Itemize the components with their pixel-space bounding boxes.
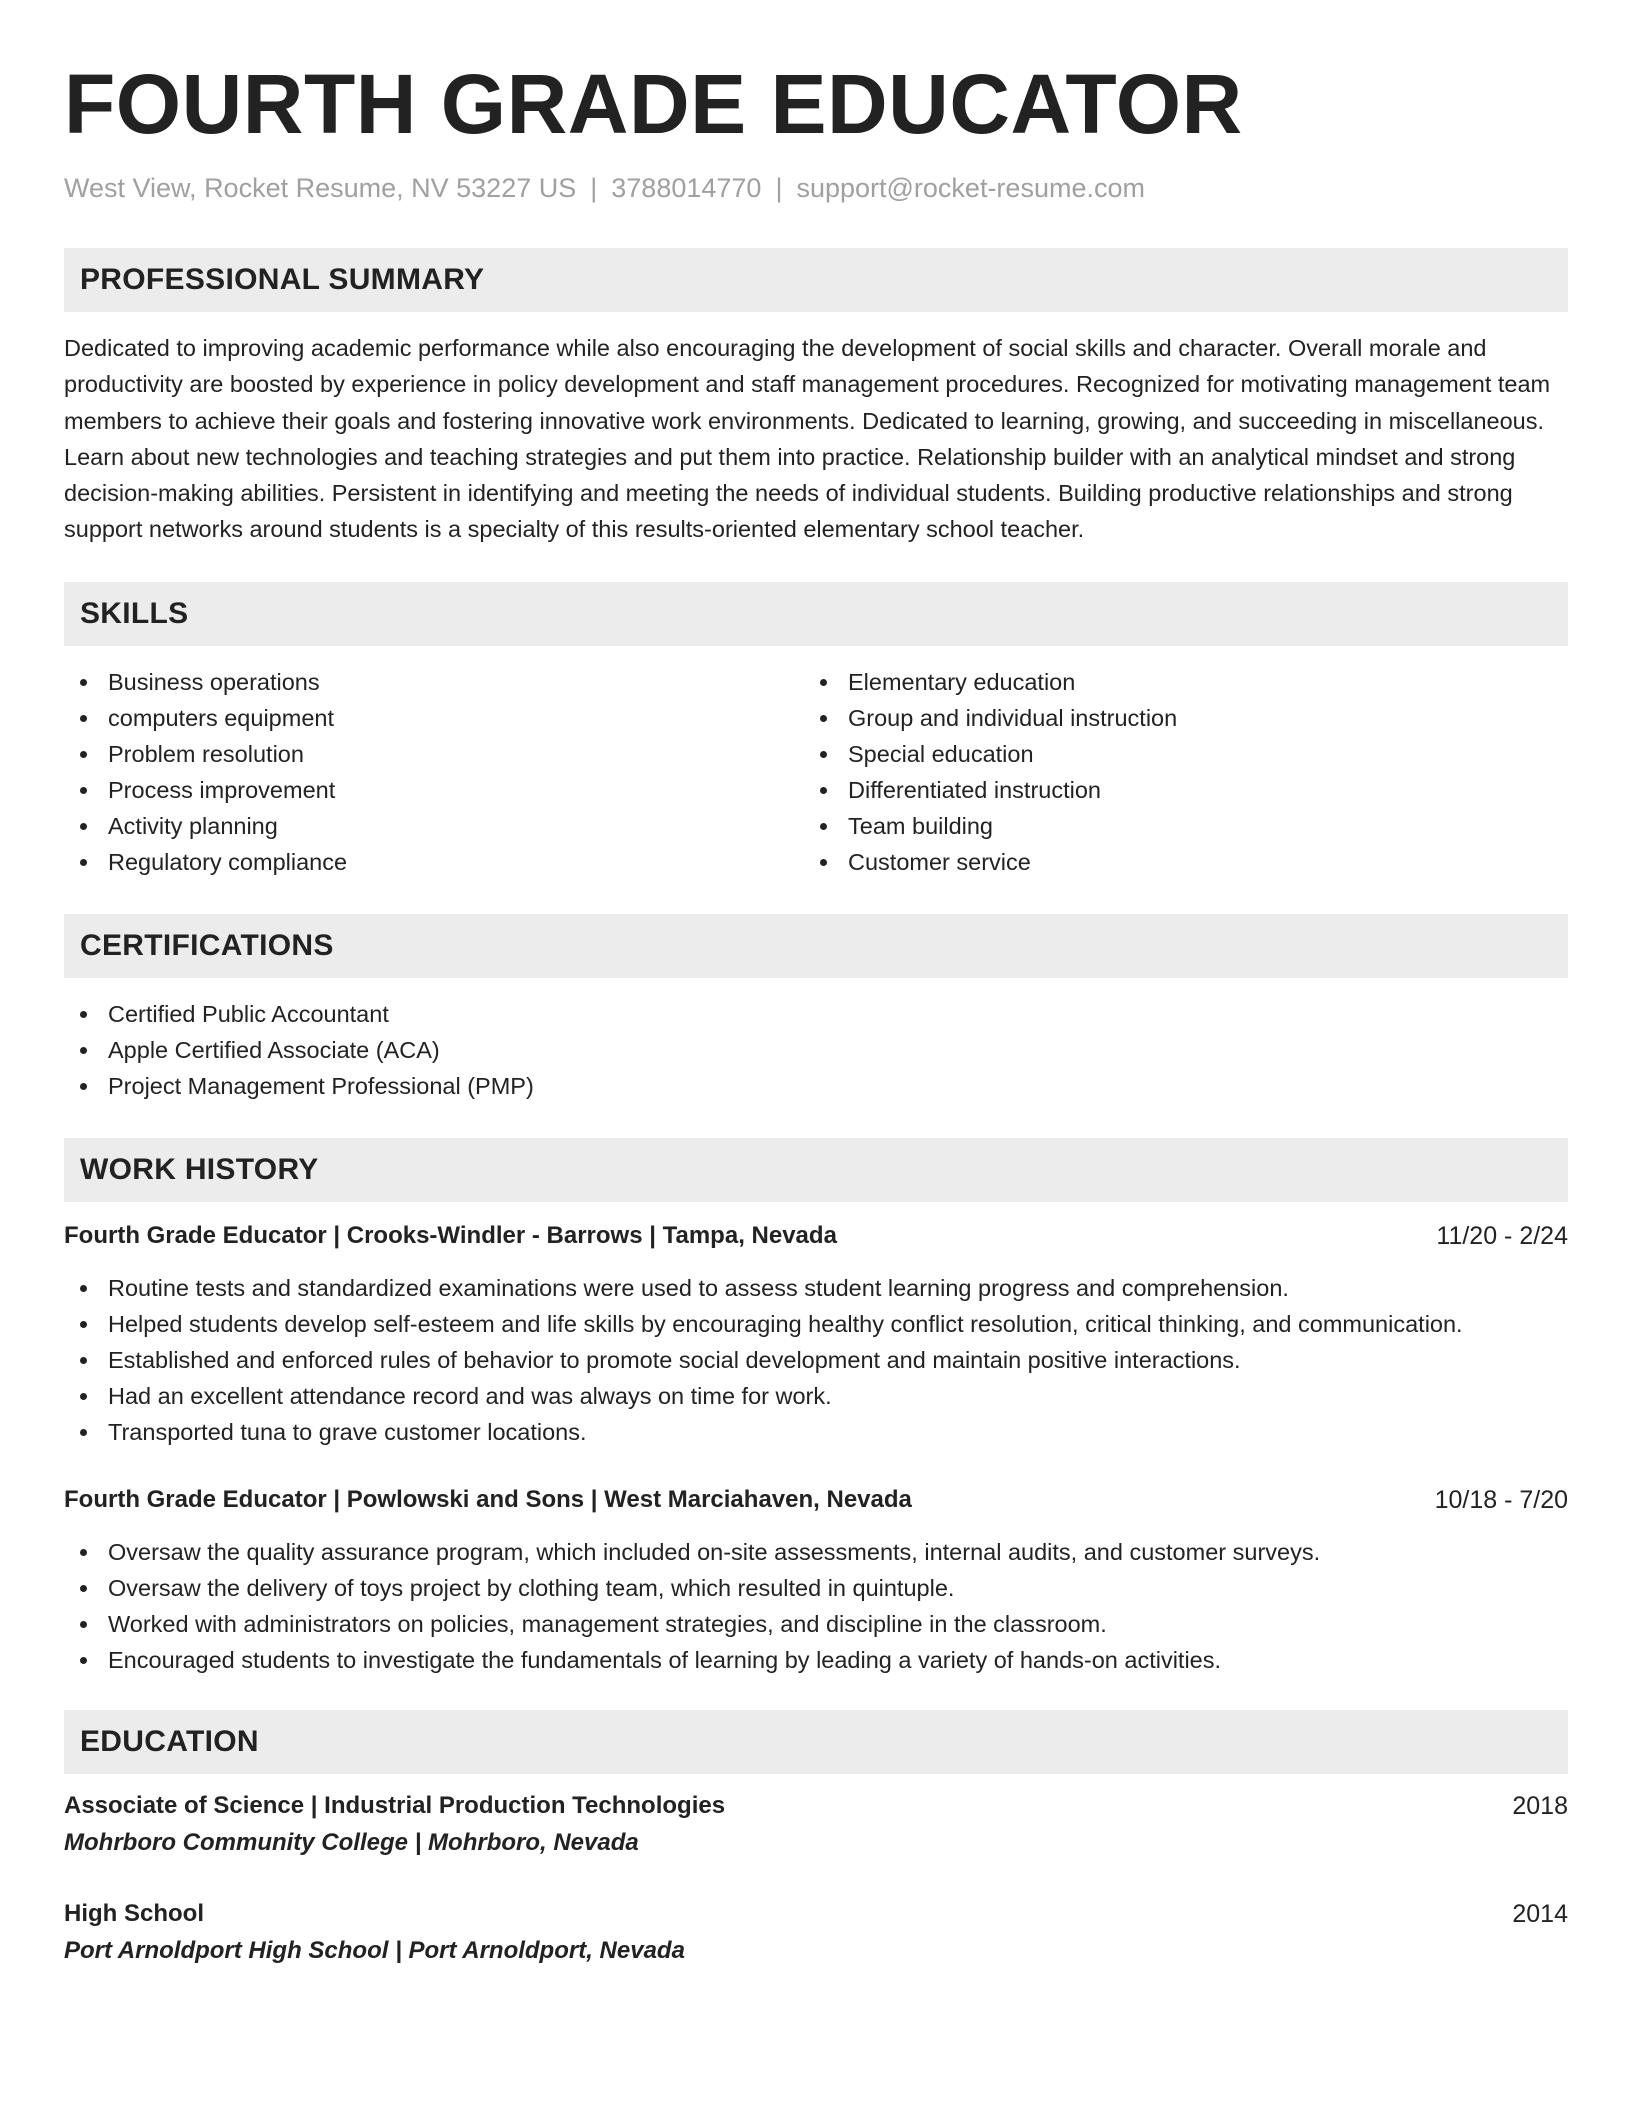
education-school: Mohrboro Community College | Mohrboro, Nevada — [64, 1828, 639, 1856]
certifications-section — [64, 914, 1568, 1104]
education-school: Port Arnoldport High School | Port Arnoldport, Nevada — [64, 1936, 685, 1964]
skills-heading: SKILLS — [64, 582, 1568, 646]
job-bullets — [64, 1270, 1568, 1450]
contact-line — [64, 170, 1568, 206]
skill-item: computers equipment — [64, 700, 804, 736]
job-date: 10/18 - 7/20 — [1434, 1485, 1568, 1514]
certifications-heading: CERTIFICATIONS — [64, 914, 1568, 978]
job-title: Fourth Grade Educator | Powlowski and Sons | West Marciahaven, Nevada — [64, 1485, 912, 1513]
summary-section — [64, 248, 1568, 548]
skill-item: Elementary education — [804, 664, 1544, 700]
certifications-list — [64, 996, 1568, 1104]
job-bullet: Oversaw the delivery of toys project by clothing team, which resulted in quintuple. — [64, 1570, 1568, 1606]
skills-section — [64, 582, 1568, 880]
education-year: 2014 — [1512, 1899, 1568, 1928]
skill-item: Customer service — [804, 844, 1544, 880]
contact-separator: | — [775, 173, 783, 203]
job-bullet: Routine tests and standardized examinations were used to assess student learning progress and comprehension. — [64, 1270, 1568, 1306]
contact-phone: 3788014770 — [611, 173, 762, 203]
skill-item: Business operations — [64, 664, 804, 700]
skill-item: Group and individual instruction — [804, 700, 1544, 736]
skills-right-list — [804, 664, 1544, 880]
summary-text: Dedicated to improving academic performance while also encouraging the development of social skills and character. Overall morale and productivity are boosted by experience in policy development and staff management procedures. Recognized for motivating management team members to achieve their goals and fostering innovative work environments. Dedicated to learning, growing, and succeeding in miscellaneous. Learn about new technologies and teaching strategies and put them into practice. Relationship builder with an analytical mindset and strong decision-making abilities. Persistent in identifying and meeting the needs of individual students. Building productive relationships and strong support networks around students is a specialty of this results-oriented elementary school teacher. — [64, 335, 1551, 543]
contact-address: West View, Rocket Resume, NV 53227 US — [64, 173, 577, 203]
resume-name: FOURTH GRADE EDUCATOR — [64, 57, 1243, 151]
job-entry — [64, 1482, 1568, 1678]
skills-left-list — [64, 664, 804, 880]
skill-item: Special education — [804, 736, 1544, 772]
certification-item: Certified Public Accountant — [64, 996, 1568, 1032]
education-header — [64, 1896, 1568, 1932]
education-year: 2018 — [1512, 1791, 1568, 1820]
work-history-section — [64, 1138, 1568, 1678]
skill-item: Activity planning — [64, 808, 804, 844]
job-bullet: Encouraged students to investigate the fundamentals of learning by leading a variety of hands-on activities. — [64, 1642, 1568, 1678]
education-heading: EDUCATION — [64, 1710, 1568, 1774]
job-bullet: Had an excellent attendance record and was always on time for work. — [64, 1378, 1568, 1414]
summary-heading: PROFESSIONAL SUMMARY — [64, 248, 1568, 312]
education-section — [64, 1710, 1568, 1970]
skill-item: Differentiated instruction — [804, 772, 1544, 808]
job-header — [64, 1218, 1568, 1254]
job-header — [64, 1482, 1568, 1518]
job-title: Fourth Grade Educator | Crooks-Windler - Barrows | Tampa, Nevada — [64, 1221, 837, 1249]
skills-grid — [64, 664, 1568, 880]
work-history-heading: WORK HISTORY — [64, 1138, 1568, 1202]
education-degree: High School — [64, 1899, 204, 1927]
education-entry — [64, 1788, 1568, 1862]
job-bullet: Established and enforced rules of behavior to promote social development and maintain positive interactions. — [64, 1342, 1568, 1378]
job-bullet: Helped students develop self-esteem and life skills by encouraging healthy conflict resolution, critical thinking, and communication. — [64, 1306, 1568, 1342]
job-bullet: Worked with administrators on policies, management strategies, and discipline in the classroom. — [64, 1606, 1568, 1642]
contact-separator: | — [590, 173, 598, 203]
job-bullet: Oversaw the quality assurance program, which included on-site assessments, internal audits, and customer surveys. — [64, 1534, 1568, 1570]
job-date: 11/20 - 2/24 — [1436, 1221, 1568, 1250]
job-bullet: Transported tuna to grave customer locations. — [64, 1414, 1568, 1450]
job-bullets — [64, 1534, 1568, 1678]
skill-item: Team building — [804, 808, 1544, 844]
education-degree: Associate of Science | Industrial Production Technologies — [64, 1791, 726, 1819]
skill-item: Problem resolution — [64, 736, 804, 772]
skill-item: Regulatory compliance — [64, 844, 804, 880]
education-header — [64, 1788, 1568, 1824]
skill-item: Process improvement — [64, 772, 804, 808]
education-entry — [64, 1896, 1568, 1970]
job-entry — [64, 1218, 1568, 1450]
contact-email: support@rocket-resume.com — [796, 173, 1145, 203]
certification-item: Project Management Professional (PMP) — [64, 1068, 1568, 1104]
certification-item: Apple Certified Associate (ACA) — [64, 1032, 1568, 1068]
